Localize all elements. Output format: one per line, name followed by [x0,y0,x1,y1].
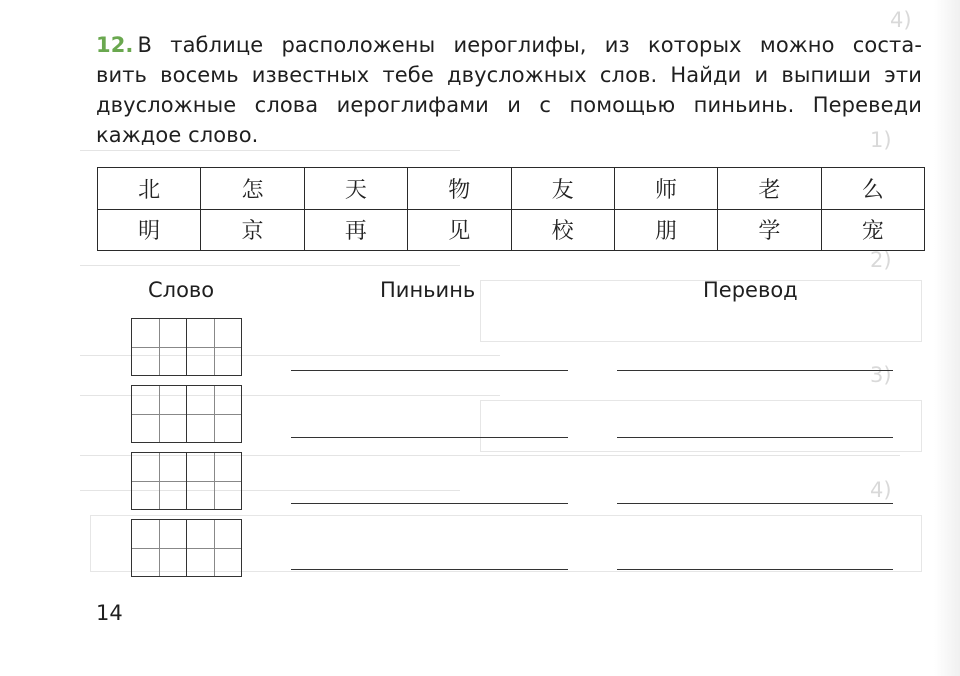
hanzi-cell: 天 [304,168,407,210]
hanzi-cell: 校 [511,209,614,251]
guide-line [132,414,186,415]
guide-line [132,548,186,549]
hanzi-cell: 么 [821,168,924,210]
task-text [96,30,922,150]
hanzi-row [98,209,925,251]
bleed-through-text: 3) [870,363,892,387]
bleed-through-grid [480,400,922,452]
hanzi-cell: 再 [304,209,407,251]
hanzi-row [98,168,925,210]
guide-line [187,414,242,415]
task-line-1 [96,30,922,60]
hanzi-cell: 明 [98,209,201,251]
pinyin-answer-line[interactable] [291,437,568,438]
bleed-through-text: 2) [870,248,892,272]
char-cell[interactable] [187,520,242,576]
char-cell[interactable] [132,453,187,509]
pinyin-answer-line[interactable] [291,370,568,371]
word-writing-box[interactable] [131,519,242,577]
char-cell[interactable] [187,319,242,375]
translation-answer-line[interactable] [617,437,893,438]
word-writing-box[interactable] [131,452,242,510]
word-writing-box[interactable] [131,318,242,376]
bleed-through-text: 4) [870,478,892,502]
task-line-4: каждое слово. [96,123,259,147]
translation-answer-line[interactable] [617,569,893,570]
hanzi-cell: 京 [201,209,304,251]
hanzi-cell: 学 [718,209,821,251]
hanzi-cell: 朋 [614,209,717,251]
pinyin-answer-line[interactable] [291,569,568,570]
hanzi-cell: 师 [614,168,717,210]
hanzi-cell: 宠 [821,209,924,251]
column-heading-translation: Перевод [703,278,798,302]
char-cell[interactable] [187,386,242,442]
hanzi-cell: 老 [718,168,821,210]
pinyin-answer-line[interactable] [291,503,568,504]
hanzi-cell: 友 [511,168,614,210]
bleed-through-line [80,150,460,151]
guide-line [187,548,242,549]
guide-line [187,481,242,482]
hanzi-cell: 物 [408,168,511,210]
guide-line [132,481,186,482]
task-line-text: В таблице расположены иероглифы, из которых можно соста- [137,33,922,57]
column-heading-pinyin: Пиньинь [380,278,476,302]
bleed-through-grid [480,280,922,342]
task-line-2: вить восемь известных тебе двусложных слов. Найди и выпиши эти [96,63,922,87]
hanzi-cell: 见 [408,209,511,251]
hanzi-cell: 怎 [201,168,304,210]
task-number: 12. [96,33,134,57]
char-cell[interactable] [132,520,187,576]
bleed-through-line [80,265,460,266]
word-writing-box[interactable] [131,385,242,443]
char-cell[interactable] [187,453,242,509]
translation-answer-line[interactable] [617,370,893,371]
bleed-through-text: 4) [890,8,912,32]
translation-answer-line[interactable] [617,503,893,504]
guide-line [132,347,186,348]
column-heading-word: Слово [148,278,215,302]
task-line-3: двусложные слова иероглифами и с помощью пиньинь. Переведи [96,93,922,117]
hanzi-cell: 北 [98,168,201,210]
page-edge-shadow [934,0,960,676]
char-cell[interactable] [132,319,187,375]
guide-line [187,347,242,348]
bleed-through-text: 1) [870,128,892,152]
char-cell[interactable] [132,386,187,442]
hanzi-table [97,167,925,251]
page-number: 14 [96,601,123,625]
